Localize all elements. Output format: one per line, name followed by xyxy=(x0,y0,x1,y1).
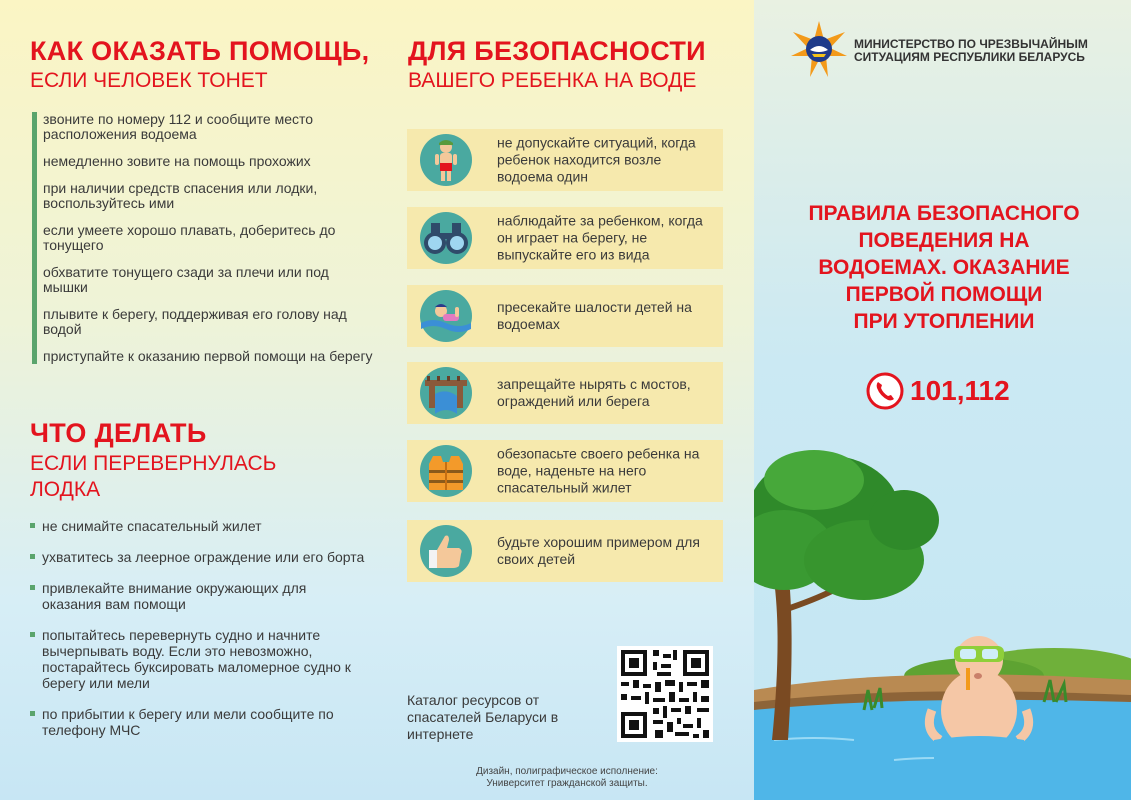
title-line: ПРИ УТОПЛЕНИИ xyxy=(853,310,1035,333)
middle-panel xyxy=(377,0,754,800)
boat-heading: ЧТО ДЕЛАТЬ xyxy=(30,418,207,448)
ministry-name xyxy=(854,38,1114,64)
bridge-icon xyxy=(419,366,473,420)
right-panel xyxy=(754,0,1131,800)
boat-item: ухватитесь за леерное ограждение или его борта xyxy=(30,549,365,565)
safety-card xyxy=(407,207,723,269)
phone-icon xyxy=(866,372,904,410)
safety-card-text: наблюдайте за ребенком, когда он играет на берегу, не выпускайте его из вида xyxy=(497,212,703,263)
help-heading: КАК ОКАЗАТЬ ПОМОЩЬ, xyxy=(30,36,370,66)
ministry-line: МИНИСТЕРСТВО ПО ЧРЕЗВЫЧАЙНЫМ xyxy=(854,37,1088,51)
safety-card xyxy=(407,520,723,582)
help-item: обхватите тонущего сзади за плечи или под мышки xyxy=(43,264,329,295)
credits-line: Дизайн, полиграфическое исполнение: xyxy=(476,766,658,777)
safety-subheading: ВАШЕГО РЕБЕНКА НА ВОДЕ xyxy=(408,69,697,92)
phone-numbers: 101,112 xyxy=(910,375,1010,406)
brochure-title xyxy=(774,200,1114,335)
boat-item: не снимайте спасательный жилет xyxy=(30,518,365,534)
child-icon xyxy=(419,133,473,187)
boat-subheading-2: ЛОДКА xyxy=(30,478,101,501)
safety-card-text: будьте хорошим примером для своих детей xyxy=(497,534,700,567)
boat-item: привлекайте внимание окружающих для оказания вам помощи xyxy=(30,580,365,612)
help-item: плывите к берегу, поддерживая его голову над водой xyxy=(43,306,347,337)
safety-card-text: не допускайте ситуаций, когда ребенок находится возле водоема один xyxy=(497,134,696,185)
help-item: звоните по номеру 112 и сообщите место расположения водоема xyxy=(43,111,314,142)
catalog-text: Каталог ресурсов от спасателей Беларуси в интернете xyxy=(407,692,559,742)
title-line: ПОВЕДЕНИЯ НА xyxy=(858,229,1030,252)
safety-card-text: запрещайте нырять с мостов, ограждений или берега xyxy=(497,376,691,409)
safety-card-text: пресекайте шалости детей на водоемах xyxy=(497,299,692,332)
title-line: ПРАВИЛА БЕЗОПАСНОГО xyxy=(808,202,1080,225)
left-panel xyxy=(0,0,377,800)
binoculars-icon xyxy=(419,211,473,265)
thumbs-up-icon xyxy=(419,524,473,578)
life-vest-icon xyxy=(419,444,473,498)
boat-item: по прибытии к берегу или мели сообщите по телефону МЧС xyxy=(30,706,365,738)
mchs-emblem-icon xyxy=(790,20,848,78)
help-item: если умеете хорошо плавать, доберитесь до тонущего xyxy=(43,222,336,253)
safety-card xyxy=(407,285,723,347)
safety-card xyxy=(407,362,723,424)
qr-code-icon[interactable] xyxy=(617,646,713,742)
safety-card-text: обезопасьте своего ребенка на воде, наденьте на него спасательный жилет xyxy=(497,445,700,496)
help-item: приступайте к оказанию первой помощи на берегу xyxy=(43,348,373,364)
safety-card xyxy=(407,440,723,502)
boat-item: попытайтесь перевернуть судно и начните вычерпывать воду. Если это невозможно, постарайтесь буксировать маломерное судно к берегу или мели xyxy=(30,627,365,691)
boat-subheading-1: ЕСЛИ ПЕРЕВЕРНУЛАСЬ xyxy=(30,452,277,475)
help-item: при наличии средств спасения или лодки, воспользуйтесь ими xyxy=(43,180,318,211)
safety-card xyxy=(407,129,723,191)
credits-line: Университет гражданской защиты. xyxy=(486,778,648,789)
help-item: немедленно зовите на помощь прохожих xyxy=(43,153,311,169)
lake-illustration xyxy=(754,440,1131,800)
help-subheading: ЕСЛИ ЧЕЛОВЕК ТОНЕТ xyxy=(30,69,268,92)
safety-heading: ДЛЯ БЕЗОПАСНОСТИ xyxy=(408,36,706,66)
title-line: ПЕРВОЙ ПОМОЩИ xyxy=(845,283,1043,306)
credits xyxy=(437,766,697,790)
help-list xyxy=(32,112,373,364)
ministry-line: СИТУАЦИЯМ РЕСПУБЛИКИ БЕЛАРУСЬ xyxy=(854,50,1085,64)
swimming-child-icon xyxy=(419,289,473,343)
boat-list xyxy=(30,518,365,753)
title-line: ВОДОЕМАХ. ОКАЗАНИЕ xyxy=(818,256,1070,279)
